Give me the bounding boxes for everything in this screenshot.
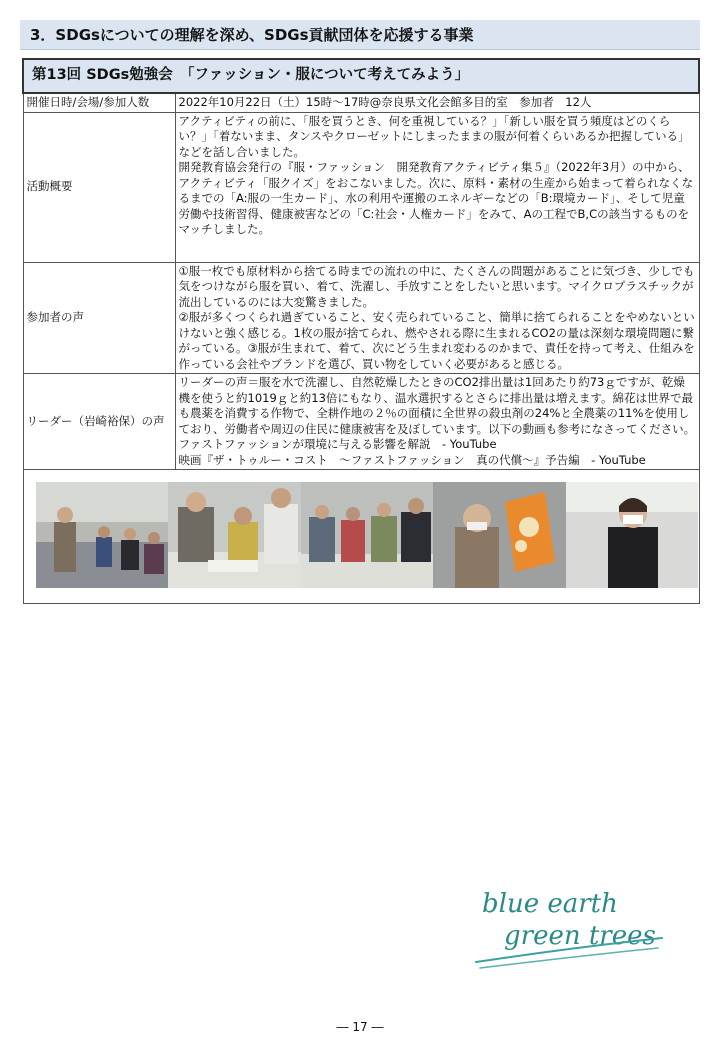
workshop-photo-5: [566, 482, 699, 588]
voices-label: 参加者の声: [23, 262, 175, 374]
blue-earth-green-trees-logo: [470, 878, 670, 978]
activity-paragraph: 開発教育協会発行の『服・ファッション 開発教育アクティビティ集５』（2022年3月）の中から、アクティビティ「服クイズ」をおこないました。次に、原料・素材の生産から始まって着られなくなるまでの「A:服の一生カード」、水の利用や運搬のエネルギーなどの「B:環境カード」、そして児童労働や技術習得、健康被害などの「C:社会・人権カード」をみて、Aの工程でB,Cの該当するものをマッチしました。: [178, 160, 694, 236]
photo-strip: [24, 470, 699, 588]
svg-text:blue earth: blue earth: [482, 889, 618, 919]
section-title: 3．SDGsについての理解を深め、SDGs貢献団体を応援する事業: [30, 26, 474, 44]
activity-content: [175, 112, 699, 262]
workshop-photo-1: [36, 482, 169, 588]
date-label: 開催日時/会場/参加人数: [23, 93, 175, 112]
video-link-1[interactable]: ファストファッションが環境に与える影響を解説 - YouTube: [178, 437, 497, 451]
section-header: [20, 20, 700, 50]
voices-content: [175, 262, 699, 374]
leader-paragraph: リーダーの声＝服を水で洗濯し、自然乾燥したときのCO2排出量は1回あたり約73ｇですが、乾燥機を使うと約1019ｇと約13倍にもなり、温水選択するとさらに排出量は増えます。綿花は世界で最も農薬を消費する作物で、全耕作地の２％の面積に全世界の殺虫剤の24%と全農薬の11%を使用しており、労働者や周辺の住民に健康被害を及ぼしています。以下の動画も参考になさってください。: [178, 375, 696, 436]
leader-label: リーダー（岩崎裕保）の声: [23, 374, 175, 470]
leader-content: [175, 374, 699, 470]
video-link-2[interactable]: 映画『ザ・トゥルー・コスト ～ファストファッション 真の代償～』予告編 - YouTube: [178, 452, 646, 467]
activity-paragraph: アクティビティの前に、「服を買うとき、何を重視している？」「新しい服を買う頻度はどのくらい？」「着ないまま、タンスやクローゼットにしまったままの服が何着くらいあるか把握している」などを話し合いました。: [178, 113, 690, 159]
page-number: ― 17 ―: [336, 1020, 384, 1034]
workshop-photo-2: [168, 482, 301, 588]
svg-text:green trees: green trees: [504, 921, 656, 951]
event-title: 第13回 SDGs勉強会 「ファッション・服について考えてみよう」: [23, 59, 699, 93]
workshop-photo-3: [301, 482, 434, 588]
voice-paragraph: ②服が多くつくられ過ぎていること、安く売られていること、簡単に捨てられることをやめないといけないと強く感じる。1枚の服が捨てられ、燃やされる際に生まれるCO2の量は深刻な環境問題に繋がっている。③服が生まれて、着て、次にどう生まれ変わるのかまで、責任を持って考え、仕組みを作っている会社やブランドを選び、買い物をしていく必要があると感じる。: [178, 310, 695, 371]
date-value: 2022年10月22日（土）15時～17時@奈良県文化会館多目的室 参加者 12人: [175, 93, 699, 112]
voice-paragraph: ①服一枚でも原材料から捨てる時までの流れの中に、たくさんの問題があることに気づき、少しでも気をつけながら服を買い、着て、洗濯し、手放すことをしたいと思います。マイクロプラスチックが流出しているのには大変驚きました。: [178, 263, 695, 309]
event-table: [22, 58, 700, 604]
activity-label: 活動概要: [23, 112, 175, 262]
photo-cell: [23, 470, 699, 604]
workshop-photo-4: [433, 482, 566, 588]
